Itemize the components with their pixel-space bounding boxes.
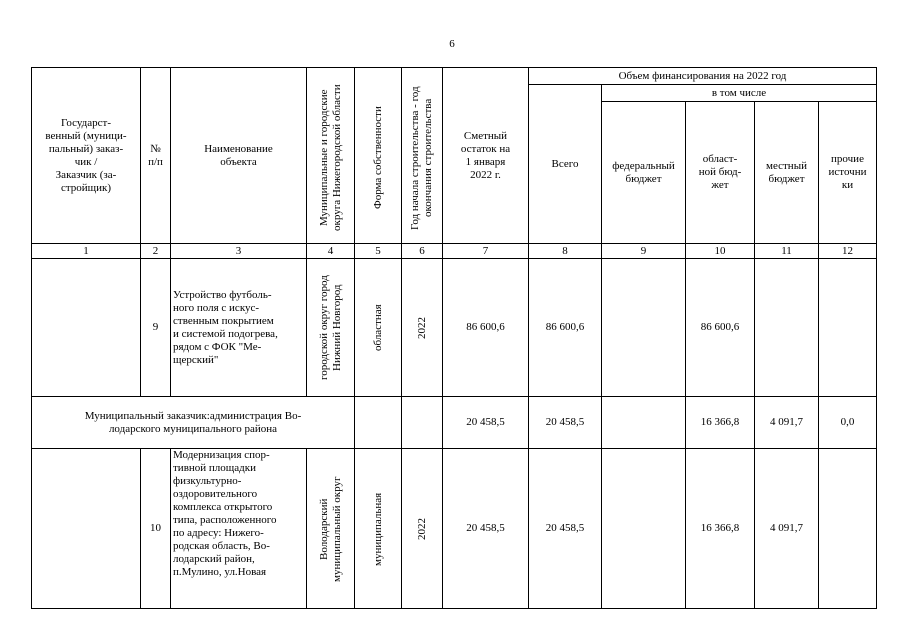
page-number: 6: [449, 38, 455, 50]
total: 86 600,6: [529, 259, 602, 397]
row-number: 10: [141, 449, 171, 609]
other: [819, 259, 877, 397]
other: [819, 449, 877, 609]
col-number: 9: [602, 244, 686, 259]
federal: [602, 259, 686, 397]
total: 20 458,5: [529, 397, 602, 449]
col-number: 3: [171, 244, 307, 259]
column-number-row: [32, 244, 877, 259]
financing-table: [31, 67, 877, 609]
col-number: 5: [355, 244, 402, 259]
header-including: в том числе: [602, 85, 877, 102]
other: 0,0: [819, 397, 877, 449]
table-row: [32, 259, 877, 397]
col-number: 12: [819, 244, 877, 259]
local: 4 091,7: [755, 397, 819, 449]
remainder: 86 600,6: [443, 259, 529, 397]
federal: [602, 449, 686, 609]
district: городской округ город Нижний Новгород: [307, 259, 355, 397]
total: 20 458,5: [529, 449, 602, 609]
local: [755, 259, 819, 397]
remainder: 20 458,5: [443, 397, 529, 449]
regional: 86 600,6: [686, 259, 755, 397]
district: Володарский муниципальный округ: [307, 449, 355, 609]
header-row-1: [32, 68, 877, 85]
col-number: 2: [141, 244, 171, 259]
customer-cell: [32, 449, 141, 609]
header-years: Год начала строительства - год окончания строительства: [402, 68, 443, 244]
year: 2022: [402, 449, 443, 609]
col-number: 11: [755, 244, 819, 259]
regional: 16 366,8: [686, 397, 755, 449]
year: [402, 397, 443, 449]
row-number: 9: [141, 259, 171, 397]
header-ownership: Форма собственности: [355, 68, 402, 244]
col-number: 10: [686, 244, 755, 259]
federal: [602, 397, 686, 449]
header-object-name: Наименование объекта: [171, 68, 307, 244]
header-total: Всего: [529, 85, 602, 244]
local: 4 091,7: [755, 449, 819, 609]
regional: 16 366,8: [686, 449, 755, 609]
ownership: [355, 397, 402, 449]
remainder: 20 458,5: [443, 449, 529, 609]
header-regional: област- ной бюд- жет: [686, 102, 755, 244]
header-remainder: Сметный остаток на 1 января 2022 г.: [443, 68, 529, 244]
object-name: Модернизация спор- тивной площадки физкультурно- оздоровительного комплекса открытого типа, расположенного по адресу: Нижего- родская область, Во- лодарский район, п.Мулино, ул.Новая: [171, 449, 307, 609]
col-number: 8: [529, 244, 602, 259]
col-number: 6: [402, 244, 443, 259]
header-number: № п/п: [141, 68, 171, 244]
col-number: 7: [443, 244, 529, 259]
customer-row: [32, 397, 877, 449]
col-number: 1: [32, 244, 141, 259]
col-number: 4: [307, 244, 355, 259]
header-customer: Государст- венный (муници- пальный) заказ- чик / Заказчик (за- стройщик): [32, 68, 141, 244]
header-districts: Муниципальные и городские округа Нижегородской области: [307, 68, 355, 244]
header-other: прочие источни ки: [819, 102, 877, 244]
customer-label: Муниципальный заказчик:администрация Во- лодарского муниципального района: [32, 397, 355, 449]
ownership: областная: [355, 259, 402, 397]
header-financing-group: Объем финансирования на 2022 год: [529, 68, 877, 85]
header-local: местный бюджет: [755, 102, 819, 244]
ownership: муниципальная: [355, 449, 402, 609]
header-federal: федеральный бюджет: [602, 102, 686, 244]
customer-cell: [32, 259, 141, 397]
year: 2022: [402, 259, 443, 397]
object-name: Устройство футболь- ного поля с искус- ственным покрытием и системой подогрева, рядом с ФОК "Ме- щерский": [171, 259, 307, 397]
table-row: [32, 449, 877, 609]
